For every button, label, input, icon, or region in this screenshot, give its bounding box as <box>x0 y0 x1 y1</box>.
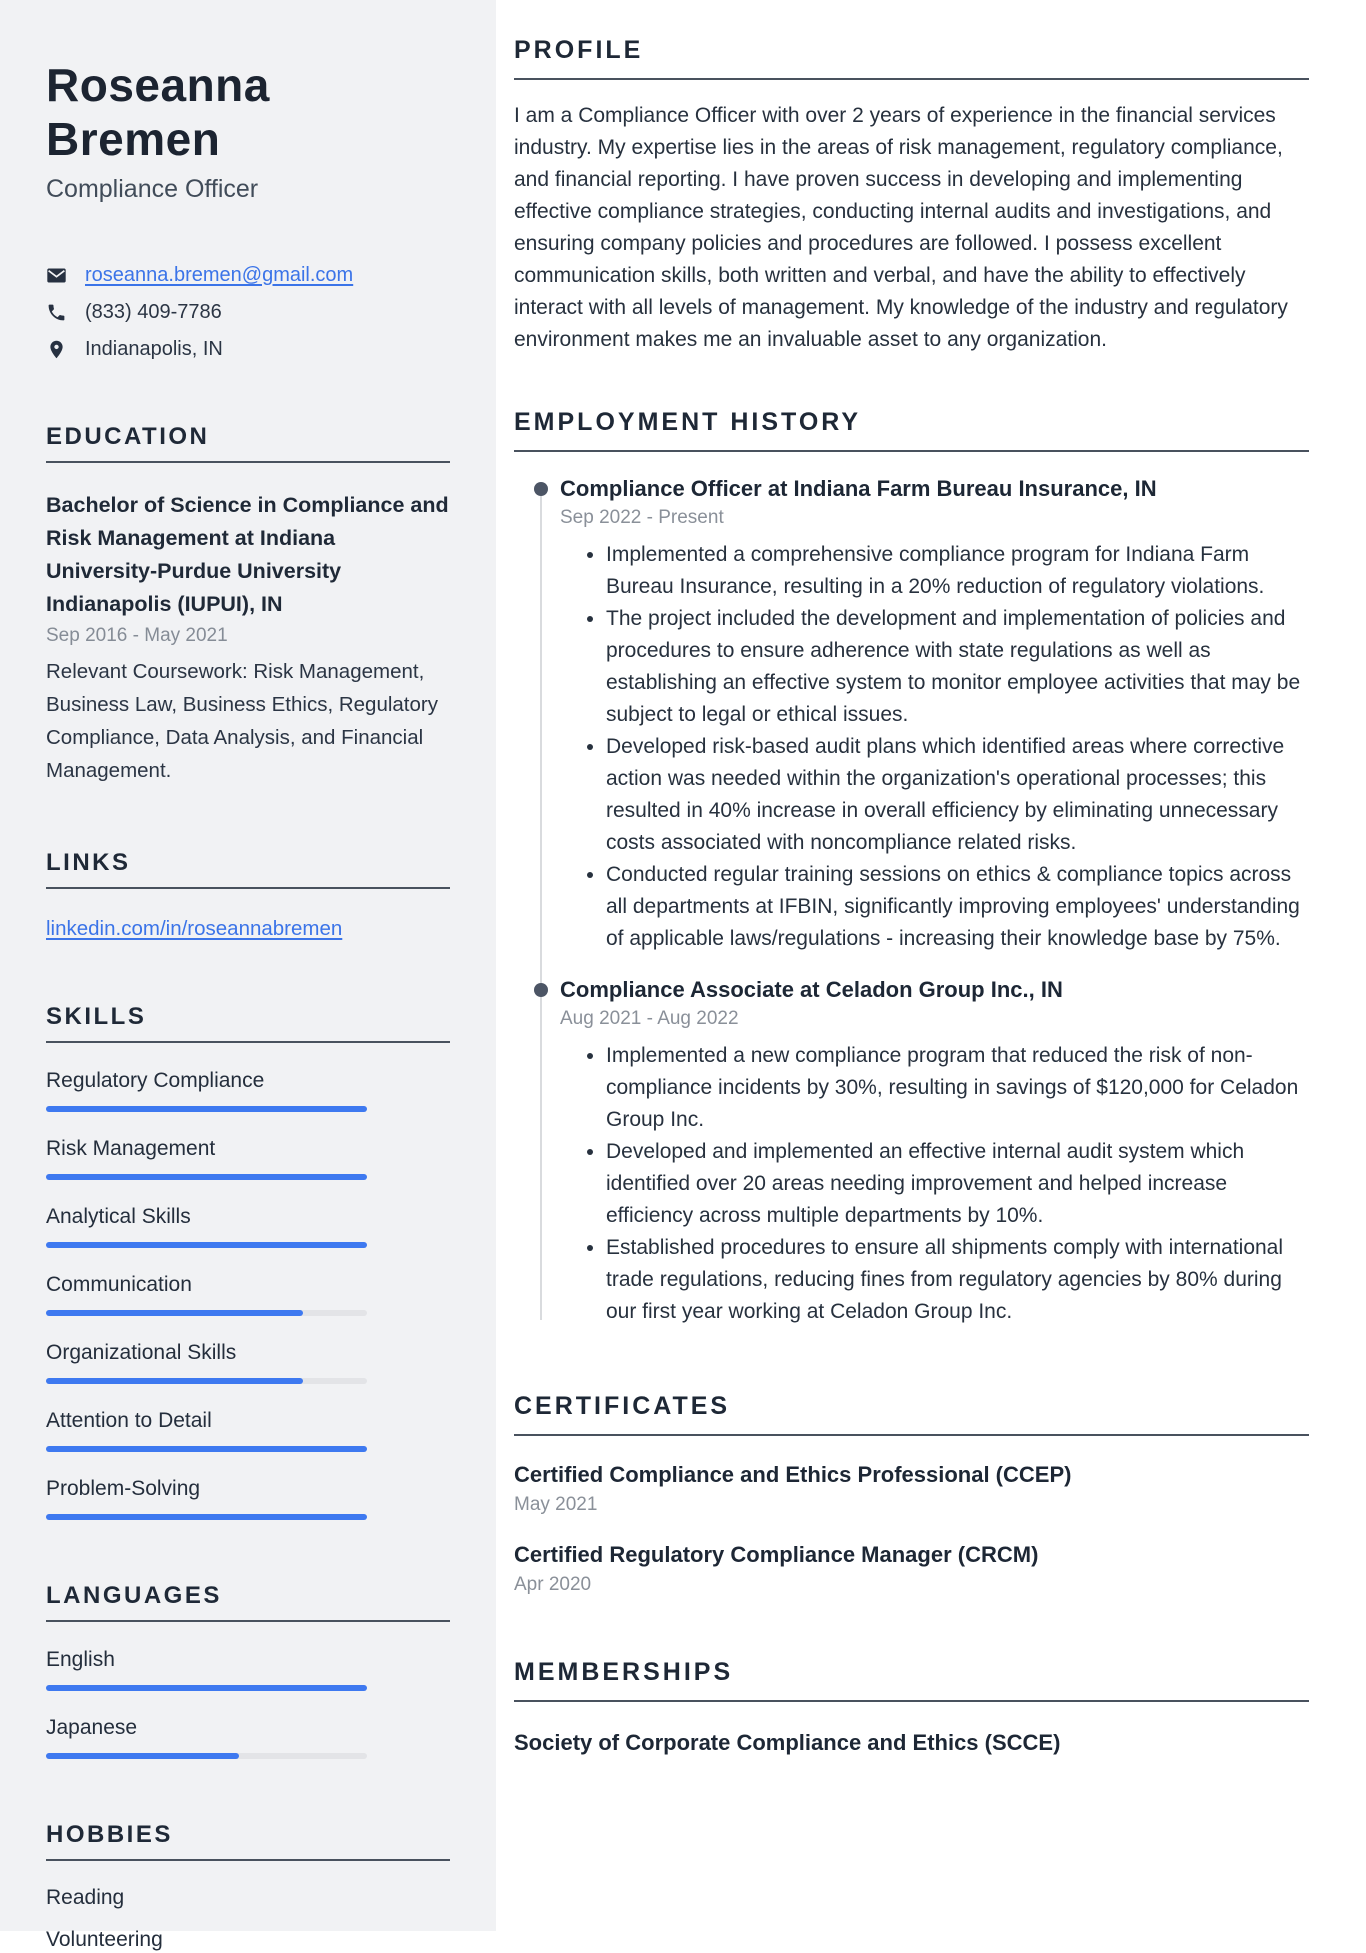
language-label: English <box>46 1647 115 1671</box>
job-entry <box>560 977 1309 1328</box>
language-item <box>46 1716 450 1759</box>
phone-icon <box>46 302 67 323</box>
language-label: Japanese <box>46 1715 138 1739</box>
email-link[interactable]: roseanna.bremen@gmail.com <box>85 263 354 286</box>
skill-item <box>46 1341 450 1384</box>
skill-meter-fill <box>46 1174 367 1180</box>
education-dates: Sep 2016 - May 2021 <box>46 624 228 646</box>
skill-item <box>46 1205 450 1248</box>
language-meter-fill <box>46 1685 367 1691</box>
job-bullet: • Established procedures to ensure all shipments comply with international trade regulations, reducing fines from regulatory agencies by 80% during our first year working at Celadon Group Inc. <box>606 1232 1309 1328</box>
job-bullet-list <box>560 1040 1309 1328</box>
sidebar <box>0 0 496 1951</box>
skill-meter-track <box>46 1310 367 1316</box>
skills-section <box>46 1003 450 1520</box>
skills-heading: SKILLS <box>46 1003 450 1043</box>
skill-meter-track <box>46 1106 367 1112</box>
skill-meter-fill <box>46 1310 303 1316</box>
skill-label: Organizational Skills <box>46 1340 237 1364</box>
main-column <box>496 0 1366 1756</box>
links-section <box>46 849 450 941</box>
hobby-item: Volunteering <box>46 1927 163 1951</box>
profile-text: I am a Compliance Officer with over 2 years of experience in the financial services industry. My expertise lies in the areas of risk management, regulatory compliance, and financial reporting. I have proven success in developing and implementing effective compliance strategies, conducting internal audits and investigations, and ensuring company policies and procedures are followed. I possess excellent communication skills, both written and verbal, and have the ability to effectively interact with all levels of management. My knowledge of the industry and regulatory environment makes me an invaluable asset to any organization. <box>514 104 1288 351</box>
contact-phone-row <box>46 301 450 324</box>
contact-location-row <box>46 338 450 361</box>
education-degree: Bachelor of Science in Compliance and Risk Management at Indiana University-Purdue University Indianapolis (IUPUI), IN <box>46 492 449 616</box>
job-bullet-list <box>560 539 1309 955</box>
membership-name: Society of Corporate Compliance and Ethics (SCCE) <box>514 1730 1061 1755</box>
timeline-dot <box>534 983 548 997</box>
job-entry <box>560 476 1309 955</box>
job-bullet: • Implemented a comprehensive compliance program for Indiana Farm Bureau Insurance, resulting in a 20% reduction of regulatory violations. <box>606 539 1309 603</box>
job-bullet: • Conducted regular training sessions on ethics & compliance topics across all departments at IFBIN, significantly improving employees' understanding of applicable laws/regulations - increasing their knowledge base by 75%. <box>606 859 1309 955</box>
contact-block <box>46 264 450 361</box>
memberships-heading: MEMBERSHIPS <box>514 1658 1309 1702</box>
skill-label: Risk Management <box>46 1136 216 1160</box>
languages-heading: LANGUAGES <box>46 1582 450 1622</box>
education-coursework: Relevant Coursework: Risk Management, Business Law, Business Ethics, Regulatory Compliance, Data Analysis, and Financial Management. <box>46 659 438 782</box>
phone-number: (833) 409-7786 <box>85 300 222 323</box>
skill-meter-fill <box>46 1446 367 1452</box>
job-bullet: • Developed risk-based audit plans which identified areas where corrective action was needed within the organization's operational processes; this resulted in 40% increase in overall efficiency by eliminating unnecessary costs associated with noncompliance related risks. <box>606 731 1309 859</box>
employment-timeline <box>514 476 1309 1328</box>
skill-meter-fill <box>46 1106 367 1112</box>
timeline-dot <box>534 482 548 496</box>
email-icon <box>46 265 67 286</box>
job-bullet: • The project included the development and implementation of policies and procedures to ensure adherence with state regulations as well as establishing an effective system to monitor employee activities that may be subject to legal or ethical issues. <box>606 603 1309 731</box>
skill-item <box>46 1409 450 1452</box>
location-pin-icon <box>46 339 67 360</box>
education-heading: EDUCATION <box>46 423 450 463</box>
language-meter-track <box>46 1753 367 1759</box>
job-bullet: • Implemented a new compliance program that reduced the risk of non-compliance incidents by 30%, resulting in savings of $120,000 for Celadon Group Inc. <box>606 1040 1309 1136</box>
language-item <box>46 1648 450 1691</box>
skill-item <box>46 1069 450 1112</box>
certificate-name: Certified Regulatory Compliance Manager (CRCM) <box>514 1542 1039 1567</box>
skill-item <box>46 1273 450 1316</box>
certificates-section <box>514 1392 1309 1596</box>
contact-email-row <box>46 264 450 287</box>
job-title: Compliance Officer at Indiana Farm Bureau Insurance, IN <box>560 476 1157 501</box>
skill-item <box>46 1477 450 1520</box>
certificate-date: May 2021 <box>514 1494 598 1515</box>
education-section <box>46 423 450 787</box>
hobbies-heading: HOBBIES <box>46 1821 450 1861</box>
memberships-section <box>514 1658 1309 1756</box>
profile-section <box>514 36 1309 356</box>
skill-label: Attention to Detail <box>46 1408 212 1432</box>
languages-section <box>46 1582 450 1759</box>
skill-meter-track <box>46 1378 367 1384</box>
skill-label: Problem-Solving <box>46 1476 201 1500</box>
hobbies-section <box>46 1821 450 1953</box>
certificate-date: Apr 2020 <box>514 1574 592 1595</box>
skill-meter-fill <box>46 1242 367 1248</box>
skill-meter-track <box>46 1242 367 1248</box>
job-dates: Aug 2021 - Aug 2022 <box>560 1008 739 1029</box>
hobby-item: Reading <box>46 1885 125 1909</box>
certificate-name: Certified Compliance and Ethics Professional (CCEP) <box>514 1462 1072 1487</box>
person-job-title: Compliance Officer <box>46 174 259 203</box>
employment-history-section <box>514 408 1309 1328</box>
skill-meter-track <box>46 1514 367 1520</box>
skill-label: Analytical Skills <box>46 1204 191 1228</box>
skill-meter-fill <box>46 1378 303 1384</box>
location-text: Indianapolis, IN <box>85 337 223 360</box>
certificate-item <box>514 1462 1309 1516</box>
profile-heading: PROFILE <box>514 36 1309 80</box>
job-bullet: • Developed and implemented an effective internal audit system which identified over 20 areas needing improvement and helped increase efficiency across multiple departments by 10%. <box>606 1136 1309 1232</box>
job-dates: Sep 2022 - Present <box>560 507 724 528</box>
language-meter-track <box>46 1685 367 1691</box>
linkedin-link[interactable]: linkedin.com/in/roseannabremen <box>46 916 343 940</box>
links-heading: LINKS <box>46 849 450 889</box>
employment-history-heading: EMPLOYMENT HISTORY <box>514 408 1309 452</box>
skill-meter-fill <box>46 1514 367 1520</box>
language-meter-fill <box>46 1753 239 1759</box>
skill-meter-track <box>46 1446 367 1452</box>
certificate-item <box>514 1542 1309 1596</box>
skill-label: Communication <box>46 1272 192 1296</box>
person-name: Roseanna Bremen <box>46 59 270 166</box>
skill-item <box>46 1137 450 1180</box>
job-title: Compliance Associate at Celadon Group Inc., IN <box>560 977 1063 1002</box>
skill-label: Regulatory Compliance <box>46 1068 265 1092</box>
skill-meter-track <box>46 1174 367 1180</box>
certificates-heading: CERTIFICATES <box>514 1392 1309 1436</box>
